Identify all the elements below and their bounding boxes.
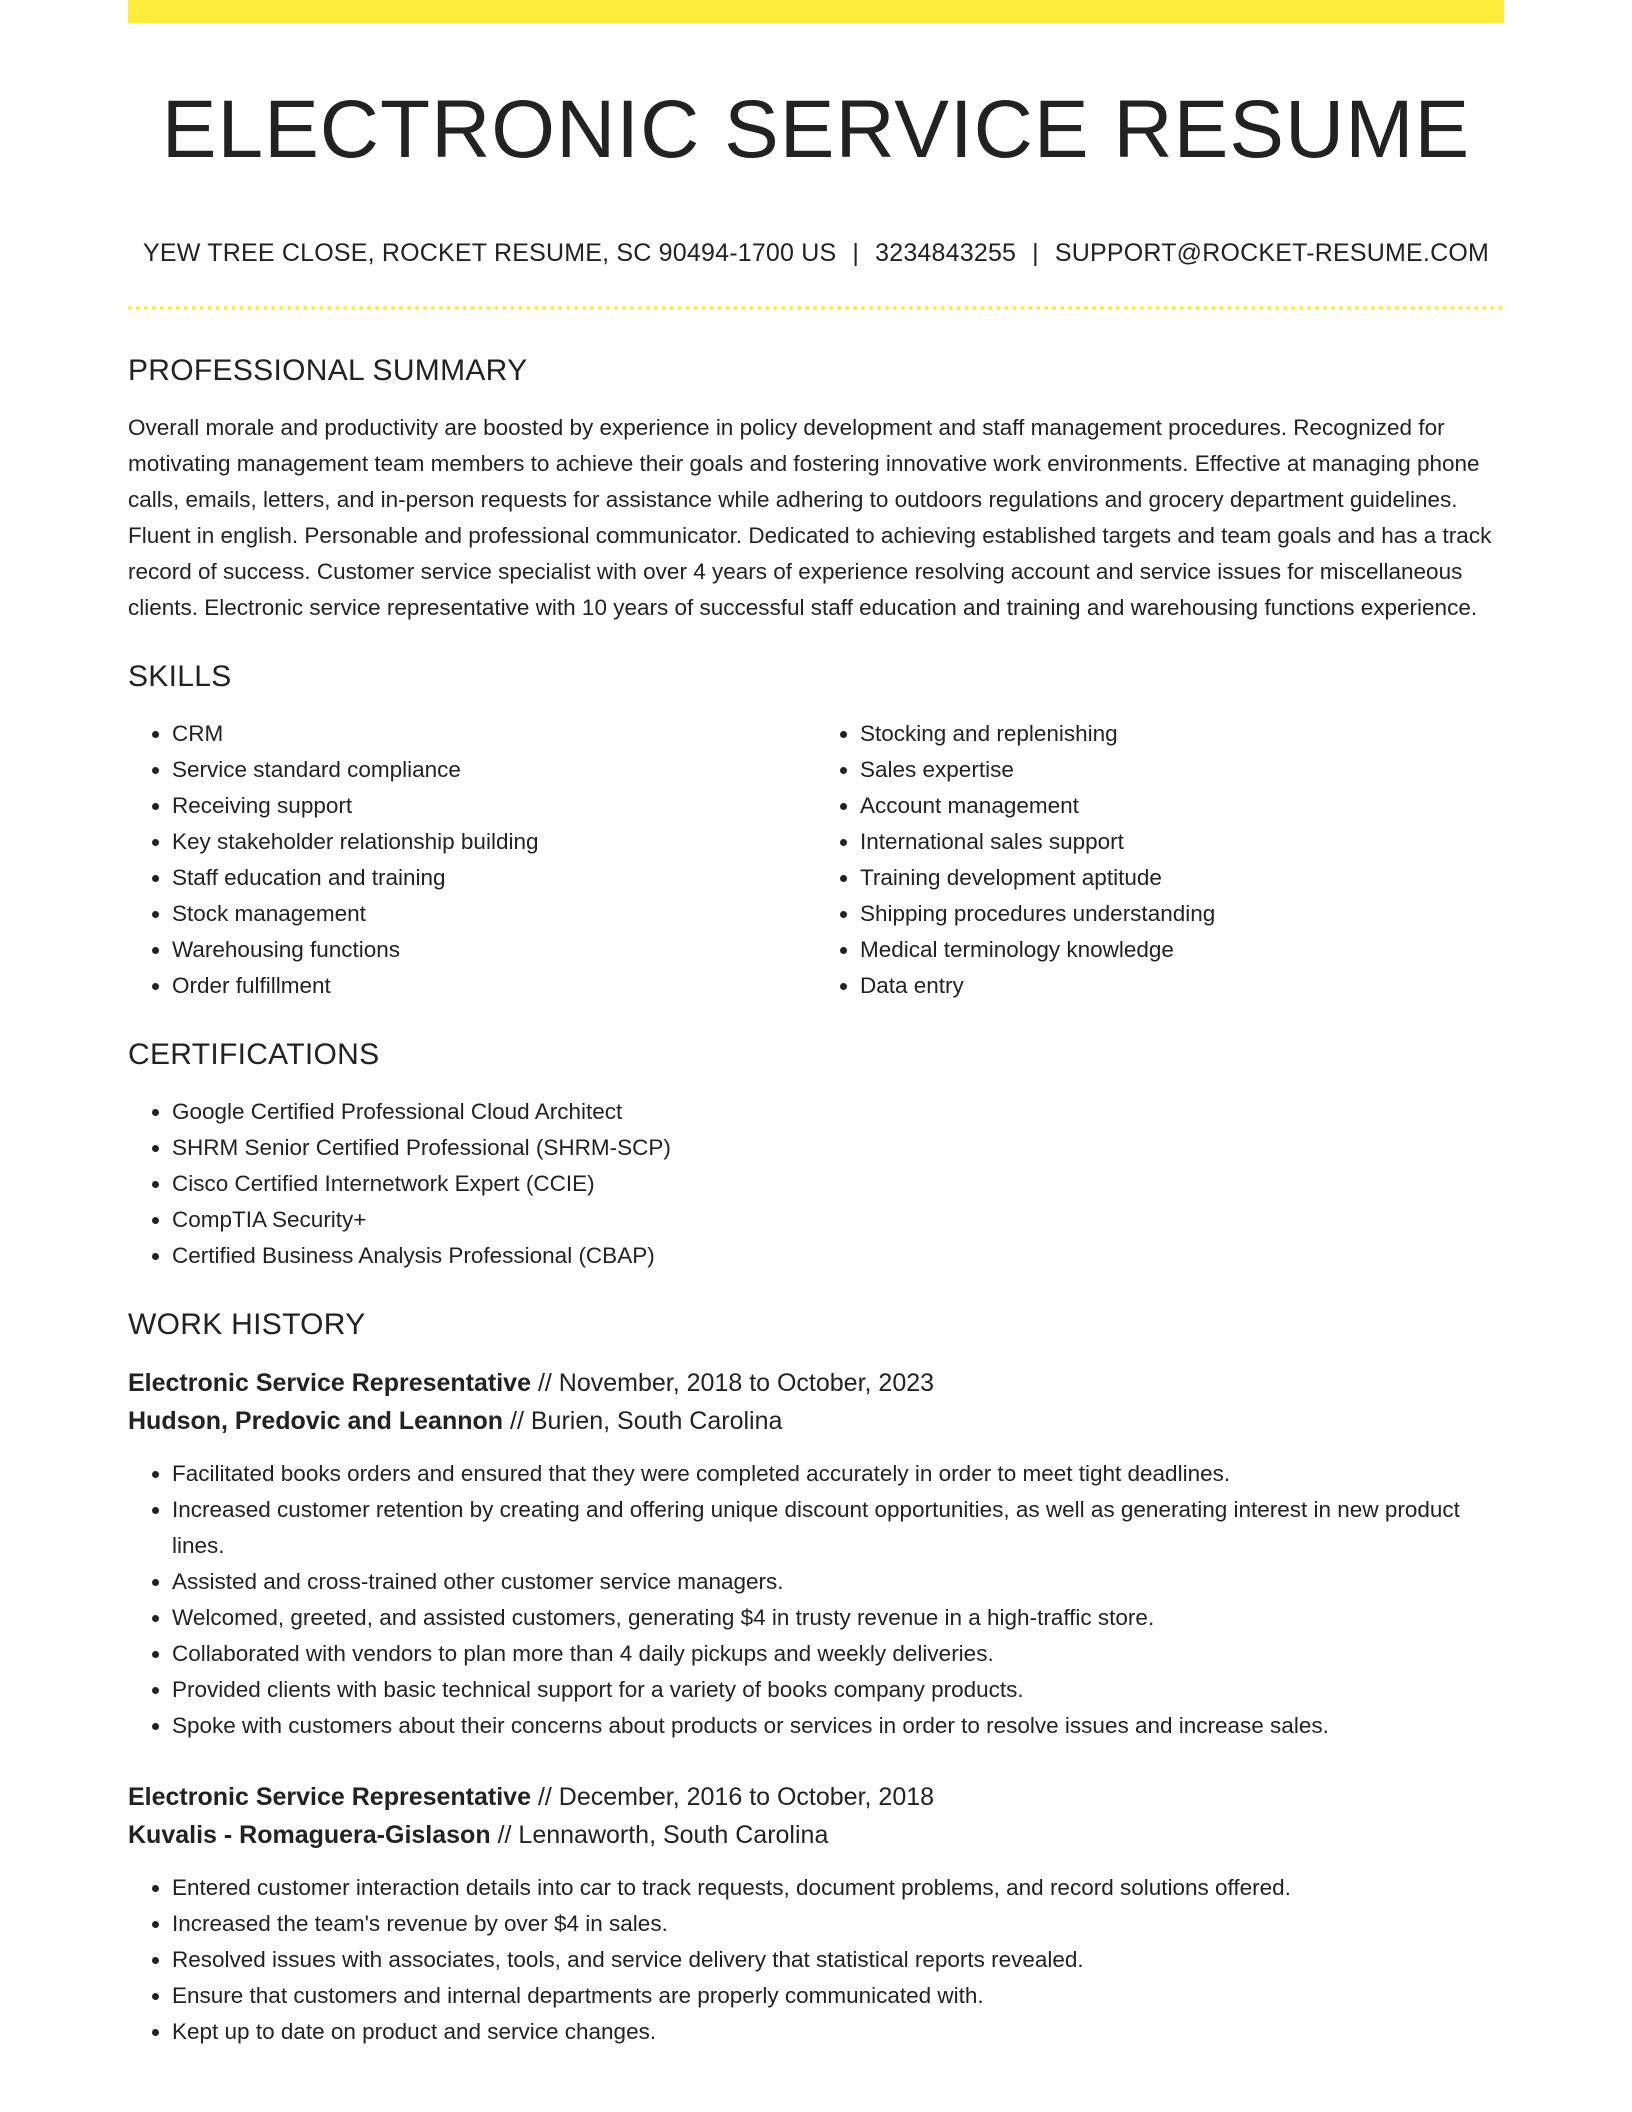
skills-list-left: [128, 716, 816, 1004]
list-item: • CRM: [172, 716, 816, 752]
accent-bar: [128, 0, 1504, 23]
contact-line: [128, 239, 1504, 268]
list-item: • Key stakeholder relationship building: [172, 824, 816, 860]
job-company-line: [128, 1402, 1504, 1440]
list-item: • Provided clients with basic technical support for a variety of books company products.: [172, 1672, 1504, 1708]
list-item: • Entered customer interaction details into car to track requests, document problems, and record solutions offered.: [172, 1870, 1504, 1906]
resume-title: ELECTRONIC SERVICE RESUME: [161, 84, 1471, 175]
list-item: • Welcomed, greeted, and assisted customers, generating $4 in trusty revenue in a high-traffic store.: [172, 1600, 1504, 1636]
list-item: • Facilitated books orders and ensured that they were completed accurately in order to meet tight deadlines.: [172, 1456, 1504, 1492]
contact-phone[interactable]: 3234843255: [875, 239, 1017, 268]
list-item: • Sales expertise: [860, 752, 1504, 788]
certifications-heading: CERTIFICATIONS: [128, 1038, 380, 1072]
list-item: • Staff education and training: [172, 860, 816, 896]
job-divider: //: [497, 1821, 512, 1850]
job-entry: [128, 1364, 1504, 1744]
resume-page: [128, 0, 1504, 2050]
list-item: • CompTIA Security+: [172, 1202, 1504, 1238]
list-item: • Medical terminology knowledge: [860, 932, 1504, 968]
list-item: • Stock management: [172, 896, 816, 932]
summary-text: Overall morale and productivity are boosted by experience in policy development and staff management procedures. Recognized for motivating management team members to achieve their goals and fostering innovative work environments. Effective at managing phone calls, emails, letters, and in-person requests for assistance while adhering to outdoors regulations and grocery department guidelines. Fluent in english. Personable and professional communicator. Dedicated to achieving established targets and team goals and has a track record of success. Customer service specialist with over 4 years of experience resolving account and service issues for miscellaneous clients. Electronic service representative with 10 years of successful staff education and training and warehousing functions experience.: [128, 415, 1492, 621]
list-item: • Training development aptitude: [860, 860, 1504, 896]
work-history-heading: WORK HISTORY: [128, 1308, 366, 1342]
list-item: • Kept up to date on product and service changes.: [172, 2014, 1504, 2050]
job-divider: //: [537, 1783, 552, 1812]
job-title: Electronic Service Representative: [128, 1783, 531, 1812]
contact-separator: |: [1032, 239, 1039, 268]
job-bullets: [128, 1456, 1504, 1744]
list-item: • Order fulfillment: [172, 968, 816, 1004]
job-company-line: [128, 1816, 1504, 1854]
job-location: Burien, South Carolina: [530, 1407, 783, 1436]
list-item: • Stocking and replenishing: [860, 716, 1504, 752]
list-item: • Google Certified Professional Cloud Architect: [172, 1094, 1504, 1130]
certifications-list: [128, 1094, 1504, 1274]
list-item: • Resolved issues with associates, tools, and service delivery that statistical reports revealed.: [172, 1942, 1504, 1978]
header-divider: [128, 306, 1504, 310]
job-title-line: [128, 1778, 1504, 1816]
list-item: • Assisted and cross-trained other customer service managers.: [172, 1564, 1504, 1600]
list-item: • Increased the team's revenue by over $4 in sales.: [172, 1906, 1504, 1942]
skills-heading: SKILLS: [128, 660, 232, 694]
list-item: • Certified Business Analysis Professional (CBAP): [172, 1238, 1504, 1274]
list-item: • Warehousing functions: [172, 932, 816, 968]
job-title: Electronic Service Representative: [128, 1369, 531, 1398]
skills-columns: [128, 716, 1504, 1004]
list-item: • Ensure that customers and internal departments are properly communicated with.: [172, 1978, 1504, 2014]
list-item: • SHRM Senior Certified Professional (SHRM-SCP): [172, 1130, 1504, 1166]
job-dates: November, 2018 to October, 2023: [558, 1369, 935, 1398]
list-item: • Shipping procedures understanding: [860, 896, 1504, 932]
list-item: • Service standard compliance: [172, 752, 816, 788]
job-bullets: [128, 1870, 1504, 2050]
summary-heading: PROFESSIONAL SUMMARY: [128, 354, 528, 388]
list-item: • Account management: [860, 788, 1504, 824]
contact-address: YEW TREE CLOSE, ROCKET RESUME, SC 90494-1700 US: [142, 239, 837, 268]
skills-list-right: [816, 716, 1504, 1004]
job-company: Hudson, Predovic and Leannon: [128, 1407, 504, 1436]
list-item: • International sales support: [860, 824, 1504, 860]
list-item: • Data entry: [860, 968, 1504, 1004]
contact-email[interactable]: SUPPORT@ROCKET-RESUME.COM: [1054, 239, 1490, 268]
list-item: • Receiving support: [172, 788, 816, 824]
list-item: • Collaborated with vendors to plan more than 4 daily pickups and weekly deliveries.: [172, 1636, 1504, 1672]
list-item: • Increased customer retention by creating and offering unique discount opportunities, as well as generating interest in new product lines.: [172, 1492, 1504, 1564]
contact-separator: |: [852, 239, 860, 268]
job-divider: //: [537, 1369, 552, 1398]
job-dates: December, 2016 to October, 2018: [558, 1783, 935, 1812]
job-entry: [128, 1778, 1504, 2050]
list-item: • Cisco Certified Internetwork Expert (CCIE): [172, 1166, 1504, 1202]
job-company: Kuvalis - Romaguera-Gislason: [128, 1821, 491, 1850]
job-location: Lennaworth, South Carolina: [518, 1821, 829, 1850]
job-divider: //: [510, 1407, 524, 1436]
list-item: • Spoke with customers about their concerns about products or services in order to resolve issues and increase sales.: [172, 1708, 1504, 1744]
job-title-line: [128, 1364, 1504, 1402]
